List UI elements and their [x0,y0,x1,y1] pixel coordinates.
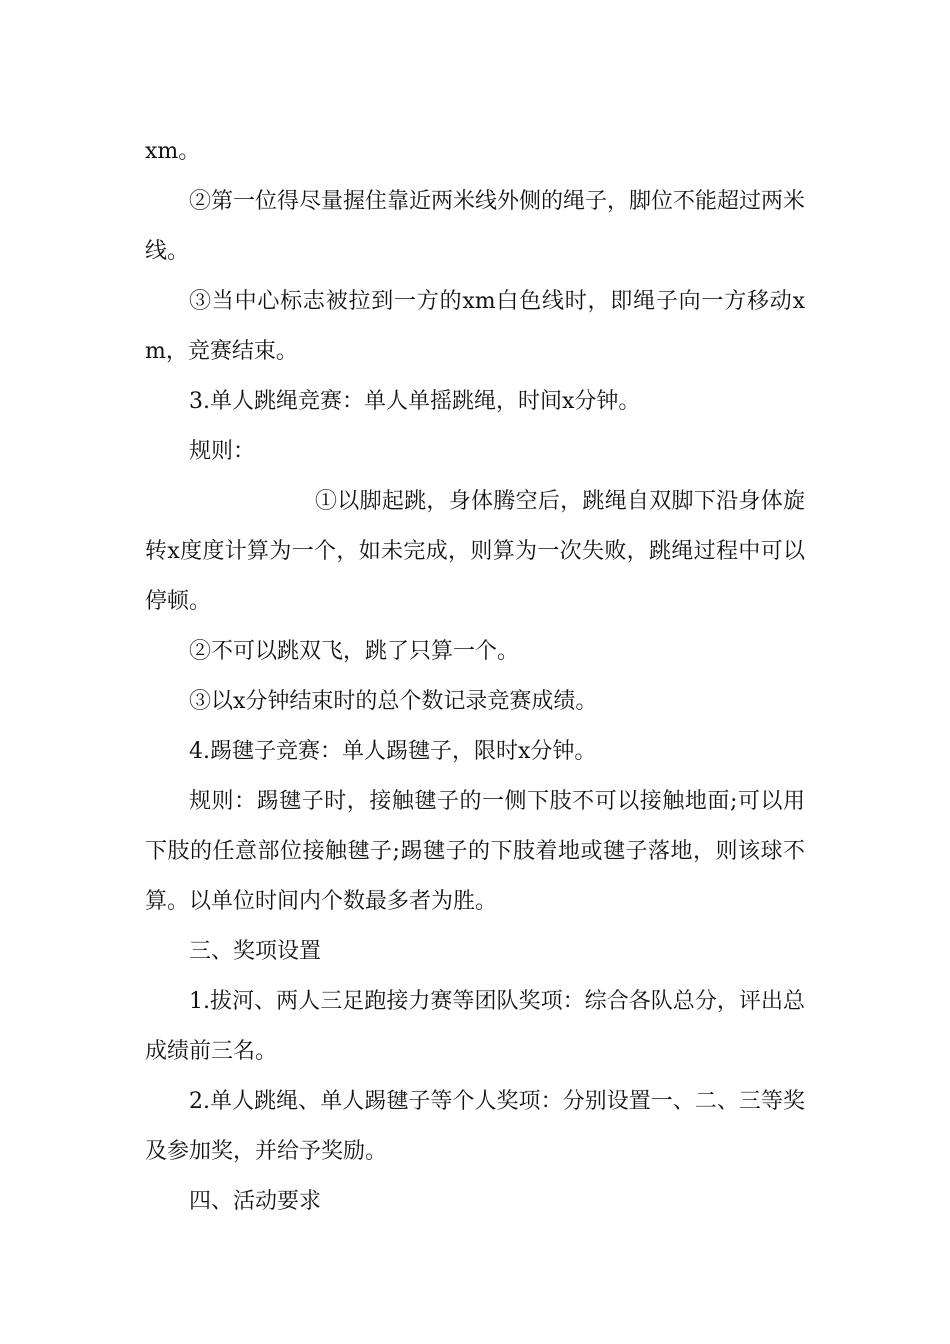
paragraph-jump-rule-3: ③以x分钟结束时的总个数记录竞赛成绩。 [189,689,598,714]
paragraph-jump-rule-1: ①以脚起跳，身体腾空后，跳绳自双脚下沿身体旋转x度度计算为一个，如未完成，则算为一次失败，跳绳过程中可以停顿。 [145,489,805,614]
paragraph-individual-awards: 2.单人跳绳、单人踢毽子等个人奖项：分别设置一、二、三等奖及参加奖，并给予奖励。 [145,1089,805,1164]
paragraph-rules-label: 规则： [189,439,256,464]
paragraph-shuttlecock-rules: 规则：踢毽子时，接触毽子的一侧下肢不可以接触地面;可以用下肢的任意部位接触毽子;踢毽子的下肢着地或毽子落地，则该球不算。以单位时间内个数最多者为胜。 [145,789,805,914]
paragraph-tug-rule-3: ③当中心标志被拉到一方的xm白色线时，即绳子向一方移动xm，竞赛结束。 [145,289,805,364]
paragraph-shuttlecock-heading: 4.踢毽子竞赛：单人踢毽子，限时x分钟。 [189,739,597,764]
paragraph-jump-rope-heading: 3.单人跳绳竞赛：单人单摇跳绳，时间x分钟。 [189,389,641,414]
document-body [145,127,805,1227]
section-heading-awards: 三、奖项设置 [189,939,322,964]
paragraph-continuation: xm。 [145,139,201,164]
section-heading-requirements: 四、活动要求 [189,1189,322,1214]
paragraph-team-awards: 1.拔河、两人三足跑接力赛等团队奖项：综合各队总分，评出总成绩前三名。 [145,989,805,1064]
paragraph-tug-rule-2: ②第一位得尽量握住靠近两米线外侧的绳子，脚位不能超过两米线。 [145,189,806,264]
paragraph-jump-rule-2: ②不可以跳双飞，跳了只算一个。 [189,639,520,664]
